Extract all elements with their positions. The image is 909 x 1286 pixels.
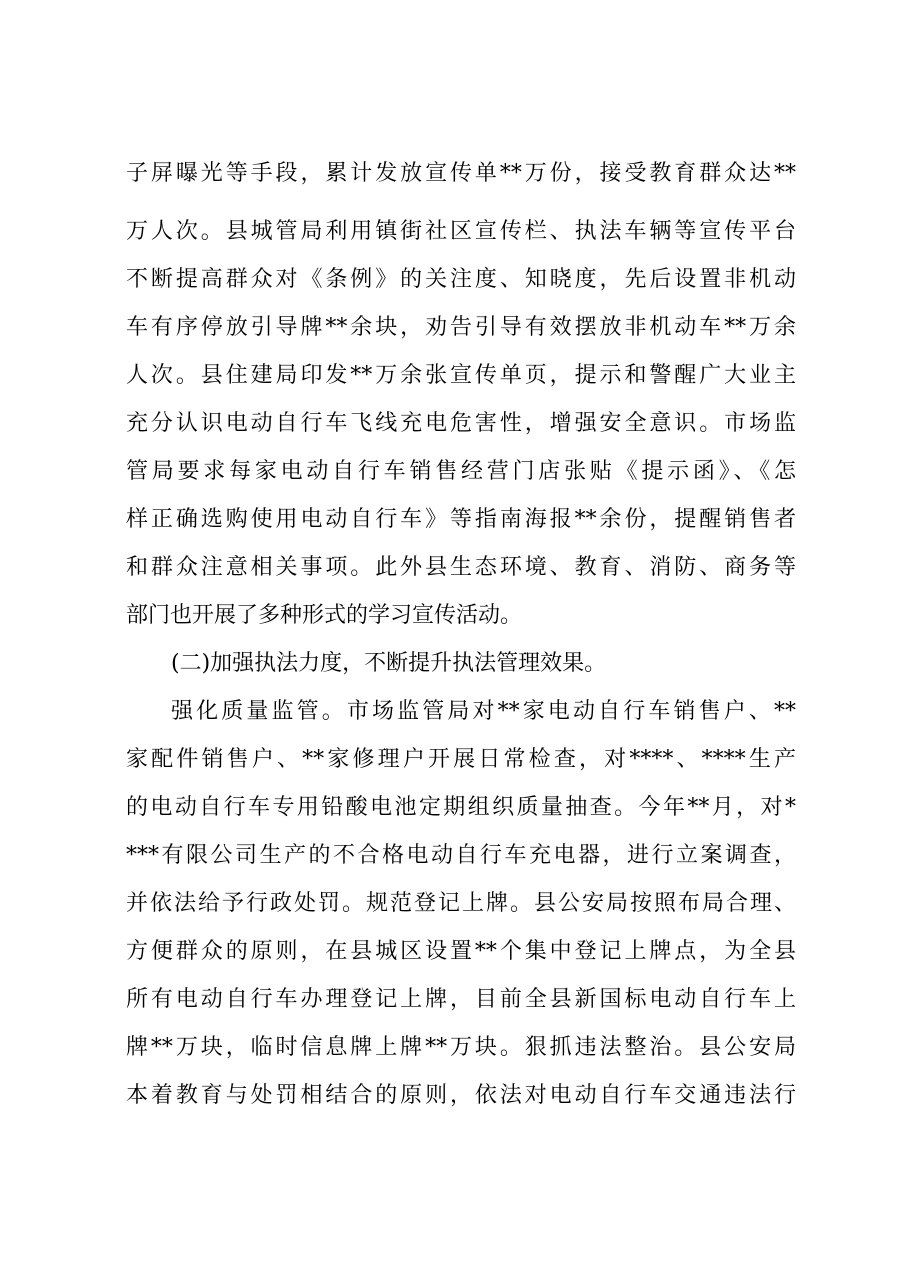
paragraph-line: 的电动自行车专用铅酸电池定期组织质量抽查。今年**月，对* (126, 795, 796, 820)
paragraph-line: 人次。县住建局印发**万余张宣传单页，提示和警醒广大业主 (126, 363, 796, 388)
section-heading: (二)加强执法力度，不断提升执法管理效果。 (171, 651, 607, 676)
paragraph-line: 万人次。县城管局利用镇街社区宣传栏、执法车辆等宣传平台 (126, 219, 796, 244)
paragraph-line: 样正确选购使用电动自行车》等指南海报**余份，提醒销售者 (126, 507, 796, 532)
paragraph-line: 不断提高群众对《条例》的关注度、知晓度，先后设置非机动 (126, 267, 796, 292)
paragraph-line: 本着教育与处罚相结合的原则，依法对电动自行车交通违法行 (126, 1083, 796, 1108)
paragraph-line: 管局要求每家电动自行车销售经营门店张贴《提示函》、《怎 (126, 459, 796, 484)
paragraph-line: 方便群众的原则，在县城区设置**个集中登记上牌点，为全县 (126, 939, 796, 964)
paragraph-line: 部门也开展了多种形式的学习宣传活动。 (126, 603, 523, 628)
paragraph-line: 充分认识电动自行车飞线充电危害性，增强安全意识。市场监 (126, 411, 796, 436)
paragraph-line: 强化质量监管。市场监管局对**家电动自行车销售户、** (171, 699, 796, 724)
paragraph-line: 所有电动自行车办理登记上牌，目前全县新国标电动自行车上 (126, 987, 796, 1012)
paragraph-line: ***有限公司生产的不合格电动自行车充电器，进行立案调查， (126, 843, 796, 868)
paragraph-line: 车有序停放引导牌**余块，劝告引导有效摆放非机动车**万余 (126, 315, 796, 340)
paragraph-line: 和群众注意相关事项。此外县生态环境、教育、消防、商务等 (126, 555, 796, 580)
paragraph-line: 家配件销售户、**家修理户开展日常检查，对****、****生产 (126, 747, 796, 772)
paragraph-line: 牌**万块，临时信息牌上牌**万块。狠抓违法整治。县公安局 (126, 1035, 796, 1060)
paragraph-line: 子屏曝光等手段，累计发放宣传单**万份，接受教育群众达** (126, 161, 796, 186)
paragraph-line: 并依法给予行政处罚。规范登记上牌。县公安局按照布局合理、 (126, 891, 796, 916)
